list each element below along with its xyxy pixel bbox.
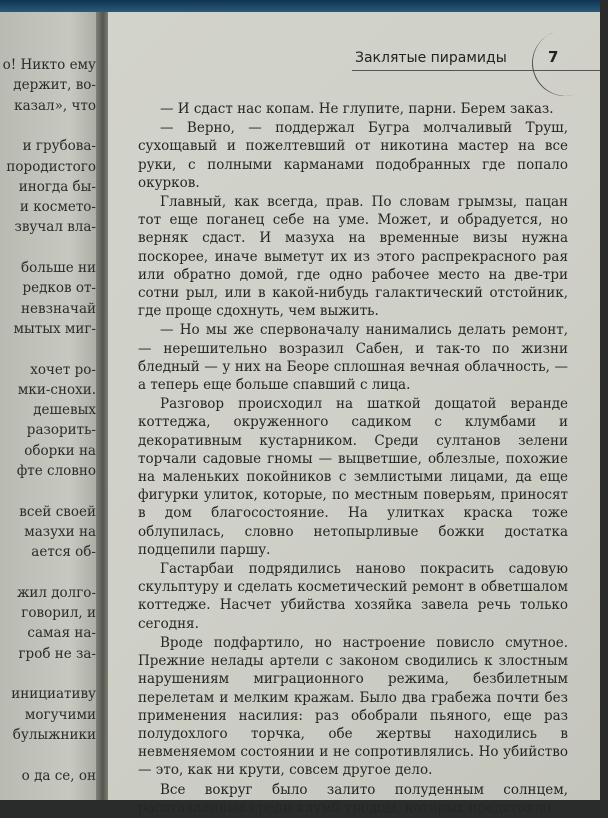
left-page-line: всей своей <box>19 503 96 520</box>
left-page-line: мытых миг- <box>13 320 96 337</box>
left-page-line: дешевых <box>33 402 96 419</box>
right-page <box>108 12 600 816</box>
left-page-line: могучими <box>24 706 96 723</box>
left-page-line: инициативу <box>11 686 96 703</box>
left-page-line: жил долго- <box>16 584 96 601</box>
paragraph: Разговор происходил на шаткой дощатой веранде коттеджа, окруженного садиком с клумбами и декоративным кустарником. Среди султанов зелени торчали садовые гномы — выцветшие, облезлые, похожие на маленьких покойников с землистыми лицами, да еще фигурки улиток, которые, по местным поверьям, приносят в дом благосостояние. На улитках краска тоже облупилась, словно нетопырливые божки достатка подцепили паршу. <box>138 396 568 558</box>
running-header-title: Заклятые пирамиды <box>355 50 507 66</box>
paragraph: Гастарбаи подрядились наново покрасить садовую скульптуру и сделать косметический ремонт в обветшалом коттедже. Насчет убийства хозяйка завела речь только сегодня. <box>138 561 568 632</box>
left-page <box>0 12 100 800</box>
left-page-line: говорил, и <box>21 605 96 622</box>
left-page-line: больше ни <box>20 260 96 276</box>
paragraph: Все вокруг было залито полуденным солнцем, расставленные среди клумб уродцы, которых предстояло <box>138 781 568 816</box>
left-page-line: иногда бы- <box>18 178 96 195</box>
left-page-line: и грубова- <box>22 138 96 155</box>
left-page-line: и космето- <box>19 199 96 216</box>
paragraph: Вроде подфартило, но настроение повисло смутное. Прежние нелады артели с законом сводились к злостным нарушениям миграционного режима, безбилетным перелетам и мелким кражам. Было два грабежа почти без применения насилия: раз обобрали пьяного, еще раз полудохлого торчка, обе жертвы находились в невменяемом состоянии и не сопротивлялись. Но убийство — это, как ни крути, совсем другое дело. <box>138 634 568 779</box>
left-page-line: ается об- <box>31 544 96 561</box>
left-page-line: мазухи на <box>24 523 96 540</box>
left-page-line: фте словно <box>16 463 96 479</box>
left-page-line: мки-снохи. <box>17 381 96 398</box>
left-page-line: булыжники <box>12 726 96 743</box>
left-page-line: хочет ро- <box>30 361 96 378</box>
header-rule <box>352 70 600 71</box>
book-cover-edge <box>0 0 600 12</box>
left-page-line: о да се, он <box>21 767 96 784</box>
left-page-line: оборки на <box>24 442 96 459</box>
left-page-line: невзначай <box>21 300 96 317</box>
page-number-arc <box>523 21 608 106</box>
page-number: 7 <box>548 48 559 66</box>
left-page-line: казал», что <box>14 97 96 114</box>
left-page-line: о! Никто ему <box>2 57 96 73</box>
left-page-line: гроб не за- <box>18 645 96 662</box>
left-page-line: разорить- <box>26 422 96 439</box>
paragraph: — Но мы же спервоначалу нанимались делать ремонт, — нерешительно возразил Сабен, и так-то по жизни бледный — у них на Беоре сплошная вечная облачность, — а теперь еще больше спавший с лица. <box>138 322 568 394</box>
left-page-line: самая на- <box>27 625 96 642</box>
paragraph: — И сдаст нас копам. Не глупите, парни. Берем заказ. <box>160 101 554 117</box>
left-page-line: звучал вла- <box>14 219 96 236</box>
left-page-line: держит, во- <box>13 77 96 94</box>
left-page-line: породистого <box>6 158 96 175</box>
paragraph: Главный, как всегда, прав. По словам грымзы, пацан тот еще поганец себе на уме. Может, и обрадуется, но верняк сдаст. И мазуха на временные визы нужна поскорее, иначе выметут их из этого распрекрасного рая или обратно домой, где одно рабочее место на две-три сотни рыл, или в какой-нибудь галактический отстойник, где проще сдохнуть, чем выжить. <box>138 194 568 320</box>
body-text <box>138 100 568 818</box>
left-page-line: редков от- <box>22 280 96 297</box>
paragraph: — Верно, — поддержал Бугра молчаливый Труш, сухощавый и пожелтевший от никотина мастер на все руки, с полными карманами подобранных где попало окурков. <box>138 120 568 191</box>
